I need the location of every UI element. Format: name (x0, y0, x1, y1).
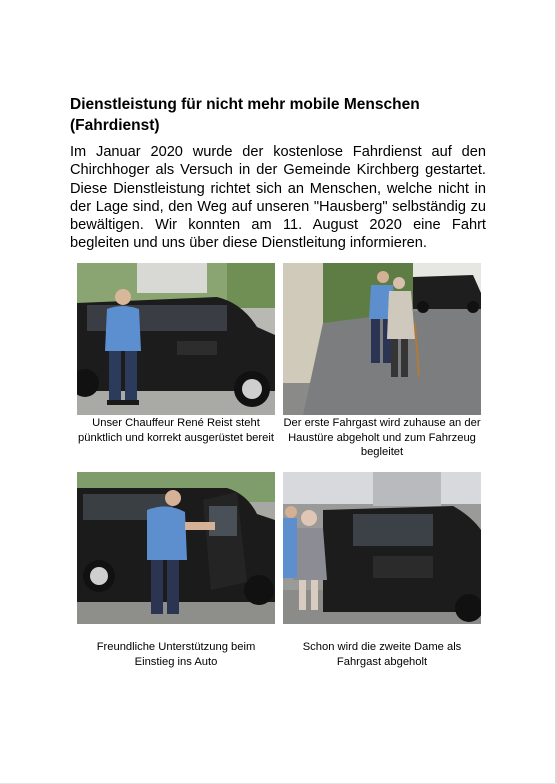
caption-chauffeur: Unser Chauffeur René Reist steht pünktlich und korrekt ausgerüstet bereit (78, 417, 274, 444)
photo-chauffeur (77, 263, 275, 415)
caption-second-guest: Schon wird die zweite Dame als Fahrgast abgeholt (302, 641, 462, 668)
photo-second-guest (283, 472, 481, 624)
document-title: Dienstleistung für nicht mehr mobile Menschen (Fahrdienst) (70, 96, 420, 134)
photo-assistance (77, 472, 275, 624)
caption-assistance: Freundliche Unterstützung beim Einstieg ins Auto (96, 641, 256, 668)
intro-paragraph: Im Januar 2020 wurde der kostenlose Fahrdienst auf den Chirchhoger als Versuch in der Gemeinde Kirchberg gestartet. Diese Dienstleistung richtet sich an Menschen, welche nicht in der Lage sind, den Weg auf unseren "Hausberg" selbständig zu bewältigen. Wir konnten am 11. August 2020 eine Fahrt begleiten und uns über diese Dienstleitung informieren. (70, 144, 486, 252)
caption-first-guest: Der erste Fahrgast wird zuhause an der Haustüre abgeholt und zum Fahrzeug begleitet (283, 417, 481, 458)
photo-first-guest (283, 263, 481, 415)
